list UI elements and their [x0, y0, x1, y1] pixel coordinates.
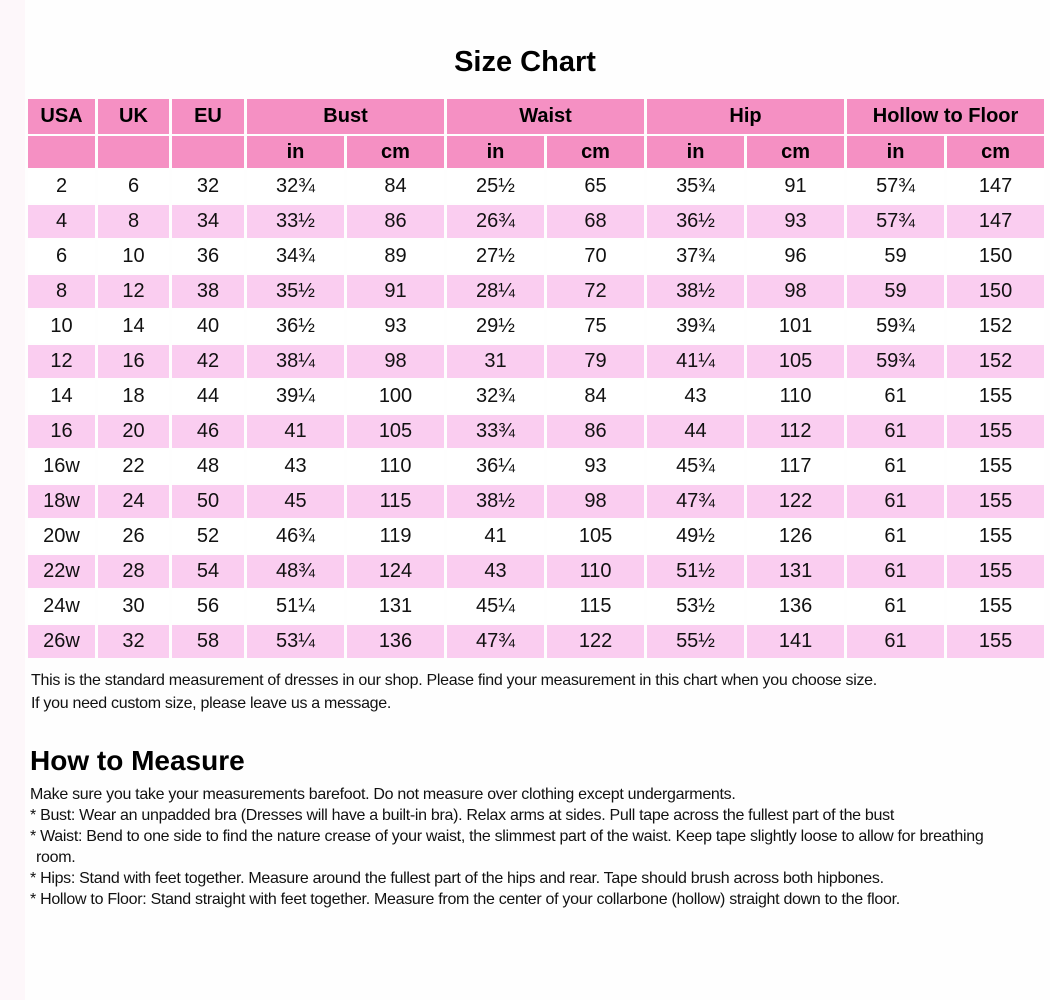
column-header-hollow-to-floor: Hollow to Floor — [847, 99, 1044, 134]
column-header-eu: EU — [172, 99, 244, 134]
table-cell: 150 — [947, 240, 1044, 273]
table-cell: 24w — [28, 590, 95, 623]
table-cell: 52 — [172, 520, 244, 553]
table-cell: 43 — [447, 555, 544, 588]
table-cell: 27½ — [447, 240, 544, 273]
table-cell: 42 — [172, 345, 244, 378]
table-cell: 35¾ — [647, 170, 744, 203]
table-cell: 112 — [747, 415, 844, 448]
table-cell: 26w — [28, 625, 95, 658]
header-group-row — [28, 99, 1044, 134]
table-cell: 59¾ — [847, 345, 944, 378]
unit-header-empty — [28, 136, 95, 168]
table-cell: 48¾ — [247, 555, 344, 588]
table-cell: 100 — [347, 380, 444, 413]
table-cell: 45 — [247, 485, 344, 518]
table-cell: 16w — [28, 450, 95, 483]
table-cell: 16 — [28, 415, 95, 448]
table-cell: 101 — [747, 310, 844, 343]
table-cell: 58 — [172, 625, 244, 658]
table-cell: 38½ — [447, 485, 544, 518]
table-cell: 35½ — [247, 275, 344, 308]
table-cell: 29½ — [447, 310, 544, 343]
table-cell: 98 — [347, 345, 444, 378]
table-cell: 84 — [547, 380, 644, 413]
table-cell: 68 — [547, 205, 644, 238]
table-cell: 84 — [347, 170, 444, 203]
unit-header-cm: cm — [947, 136, 1044, 168]
table-cell: 61 — [847, 415, 944, 448]
unit-header-in: in — [247, 136, 344, 168]
table-cell: 39¼ — [247, 380, 344, 413]
table-cell: 6 — [98, 170, 169, 203]
unit-header-empty — [172, 136, 244, 168]
table-cell: 32¾ — [247, 170, 344, 203]
table-cell: 33¾ — [447, 415, 544, 448]
table-cell: 110 — [547, 555, 644, 588]
size-row-2 — [28, 170, 1044, 203]
size-row-8 — [28, 275, 1044, 308]
size-row-20w — [28, 520, 1044, 553]
size-row-22w — [28, 555, 1044, 588]
table-cell: 32 — [98, 625, 169, 658]
table-cell: 8 — [28, 275, 95, 308]
table-cell: 47¾ — [647, 485, 744, 518]
table-cell: 14 — [28, 380, 95, 413]
table-cell: 30 — [98, 590, 169, 623]
table-cell: 152 — [947, 310, 1044, 343]
table-cell: 56 — [172, 590, 244, 623]
table-cell: 57¾ — [847, 170, 944, 203]
table-cell: 41 — [247, 415, 344, 448]
table-cell: 131 — [347, 590, 444, 623]
table-cell: 61 — [847, 555, 944, 588]
table-cell: 2 — [28, 170, 95, 203]
table-cell: 152 — [947, 345, 1044, 378]
table-cell: 46 — [172, 415, 244, 448]
column-header-usa: USA — [28, 99, 95, 134]
table-cell: 49½ — [647, 520, 744, 553]
table-cell: 155 — [947, 415, 1044, 448]
how-to-measure-section — [30, 784, 1020, 910]
table-cell: 75 — [547, 310, 644, 343]
table-cell: 38 — [172, 275, 244, 308]
table-cell: 93 — [547, 450, 644, 483]
table-cell: 36 — [172, 240, 244, 273]
table-cell: 110 — [747, 380, 844, 413]
column-header-uk: UK — [98, 99, 169, 134]
table-cell: 57¾ — [847, 205, 944, 238]
measure-bullet-1: * Waist: Bend to one side to find the nature crease of your waist, the slimmest part of the waist. Keep tape slightly loose to allow for breathing room. — [30, 828, 984, 866]
table-cell: 20 — [98, 415, 169, 448]
table-cell: 32¾ — [447, 380, 544, 413]
table-cell: 51½ — [647, 555, 744, 588]
size-row-4 — [28, 205, 1044, 238]
table-cell: 59 — [847, 275, 944, 308]
table-cell: 117 — [747, 450, 844, 483]
table-cell: 98 — [547, 485, 644, 518]
table-cell: 36¼ — [447, 450, 544, 483]
table-cell: 45¾ — [647, 450, 744, 483]
table-cell: 46¾ — [247, 520, 344, 553]
table-cell: 26¾ — [447, 205, 544, 238]
table-cell: 155 — [947, 450, 1044, 483]
table-cell: 115 — [547, 590, 644, 623]
standard-measurement-notes — [31, 669, 1016, 715]
table-cell: 61 — [847, 450, 944, 483]
measure-intro: Make sure you take your measurements barefoot. Do not measure over clothing except undergarments. — [30, 786, 736, 803]
table-cell: 70 — [547, 240, 644, 273]
table-cell: 98 — [747, 275, 844, 308]
table-cell: 47¾ — [447, 625, 544, 658]
table-cell: 12 — [98, 275, 169, 308]
table-cell: 36½ — [247, 310, 344, 343]
table-cell: 136 — [747, 590, 844, 623]
measure-bullet-0: * Bust: Wear an unpadded bra (Dresses will have a built-in bra). Relax arms at sides. Pull tape across the fullest part of the bust — [30, 807, 894, 824]
table-cell: 155 — [947, 485, 1044, 518]
size-row-10 — [28, 310, 1044, 343]
table-cell: 119 — [347, 520, 444, 553]
table-cell: 36½ — [647, 205, 744, 238]
unit-header-in: in — [447, 136, 544, 168]
table-cell: 131 — [747, 555, 844, 588]
table-cell: 22w — [28, 555, 95, 588]
table-cell: 37¾ — [647, 240, 744, 273]
table-cell: 44 — [172, 380, 244, 413]
table-cell: 122 — [547, 625, 644, 658]
table-cell: 86 — [547, 415, 644, 448]
table-cell: 20w — [28, 520, 95, 553]
size-row-14 — [28, 380, 1044, 413]
table-cell: 33½ — [247, 205, 344, 238]
table-cell: 61 — [847, 520, 944, 553]
table-cell: 10 — [28, 310, 95, 343]
table-cell: 105 — [747, 345, 844, 378]
table-cell: 93 — [347, 310, 444, 343]
note-line-1: This is the standard measurement of dresses in our shop. Please find your measurement in this chart when you choose size. — [31, 672, 877, 689]
table-cell: 124 — [347, 555, 444, 588]
how-to-measure-heading: How to Measure — [30, 745, 245, 776]
table-cell: 38¼ — [247, 345, 344, 378]
size-row-6 — [28, 240, 1044, 273]
table-cell: 110 — [347, 450, 444, 483]
table-cell: 79 — [547, 345, 644, 378]
unit-header-in: in — [847, 136, 944, 168]
table-cell: 16 — [98, 345, 169, 378]
table-cell: 155 — [947, 625, 1044, 658]
unit-header-empty — [98, 136, 169, 168]
table-cell: 39¾ — [647, 310, 744, 343]
table-cell: 89 — [347, 240, 444, 273]
table-cell: 24 — [98, 485, 169, 518]
table-cell: 141 — [747, 625, 844, 658]
table-cell: 147 — [947, 205, 1044, 238]
unit-header-cm: cm — [747, 136, 844, 168]
table-cell: 8 — [98, 205, 169, 238]
table-cell: 38½ — [647, 275, 744, 308]
table-cell: 155 — [947, 590, 1044, 623]
table-cell: 91 — [747, 170, 844, 203]
table-cell: 26 — [98, 520, 169, 553]
table-cell: 48 — [172, 450, 244, 483]
table-cell: 14 — [98, 310, 169, 343]
header-unit-row — [28, 136, 1044, 168]
unit-header-cm: cm — [547, 136, 644, 168]
table-cell: 59¾ — [847, 310, 944, 343]
table-cell: 18w — [28, 485, 95, 518]
table-cell: 96 — [747, 240, 844, 273]
table-cell: 53½ — [647, 590, 744, 623]
table-header — [28, 99, 1044, 168]
column-header-bust: Bust — [247, 99, 444, 134]
unit-header-cm: cm — [347, 136, 444, 168]
column-header-waist: Waist — [447, 99, 644, 134]
table-cell: 55½ — [647, 625, 744, 658]
table-cell: 28¼ — [447, 275, 544, 308]
table-cell: 54 — [172, 555, 244, 588]
table-body — [28, 170, 1044, 658]
size-row-26w — [28, 625, 1044, 658]
table-cell: 155 — [947, 380, 1044, 413]
table-cell: 126 — [747, 520, 844, 553]
page-title: Size Chart — [454, 46, 596, 78]
table-cell: 72 — [547, 275, 644, 308]
table-cell: 28 — [98, 555, 169, 588]
table-cell: 86 — [347, 205, 444, 238]
table-cell: 105 — [347, 415, 444, 448]
table-cell: 41 — [447, 520, 544, 553]
table-cell: 155 — [947, 520, 1044, 553]
table-cell: 25½ — [447, 170, 544, 203]
table-cell: 115 — [347, 485, 444, 518]
table-cell: 122 — [747, 485, 844, 518]
size-chart-table — [25, 97, 1047, 660]
size-row-12 — [28, 345, 1044, 378]
table-cell: 6 — [28, 240, 95, 273]
column-header-hip: Hip — [647, 99, 844, 134]
table-cell: 105 — [547, 520, 644, 553]
measure-bullet-3: * Hollow to Floor: Stand straight with feet together. Measure from the center of your collarbone (hollow) straight down to the floor. — [30, 891, 900, 908]
table-cell: 136 — [347, 625, 444, 658]
table-cell: 12 — [28, 345, 95, 378]
table-cell: 91 — [347, 275, 444, 308]
table-cell: 10 — [98, 240, 169, 273]
table-cell: 61 — [847, 485, 944, 518]
table-cell: 53¼ — [247, 625, 344, 658]
size-row-24w — [28, 590, 1044, 623]
table-cell: 45¼ — [447, 590, 544, 623]
table-cell: 4 — [28, 205, 95, 238]
table-cell: 61 — [847, 590, 944, 623]
table-cell: 41¼ — [647, 345, 744, 378]
table-cell: 44 — [647, 415, 744, 448]
table-cell: 43 — [647, 380, 744, 413]
table-cell: 155 — [947, 555, 1044, 588]
table-cell: 31 — [447, 345, 544, 378]
table-cell: 65 — [547, 170, 644, 203]
table-cell: 32 — [172, 170, 244, 203]
table-cell: 59 — [847, 240, 944, 273]
table-cell: 34 — [172, 205, 244, 238]
size-row-18w — [28, 485, 1044, 518]
size-row-16 — [28, 415, 1044, 448]
table-cell: 93 — [747, 205, 844, 238]
note-line-2: If you need custom size, please leave us a message. — [31, 695, 392, 712]
table-cell: 40 — [172, 310, 244, 343]
table-cell: 147 — [947, 170, 1044, 203]
measure-bullet-2: * Hips: Stand with feet together. Measure around the fullest part of the hips and rear. Tape should brush across both hipbones. — [30, 870, 884, 887]
table-cell: 18 — [98, 380, 169, 413]
table-cell: 50 — [172, 485, 244, 518]
table-cell: 150 — [947, 275, 1044, 308]
table-cell: 22 — [98, 450, 169, 483]
table-cell: 43 — [247, 450, 344, 483]
measure-bullet-list — [30, 805, 1020, 910]
table-cell: 51¼ — [247, 590, 344, 623]
unit-header-in: in — [647, 136, 744, 168]
size-row-16w — [28, 450, 1044, 483]
table-cell: 34¾ — [247, 240, 344, 273]
table-cell: 61 — [847, 380, 944, 413]
table-cell: 61 — [847, 625, 944, 658]
